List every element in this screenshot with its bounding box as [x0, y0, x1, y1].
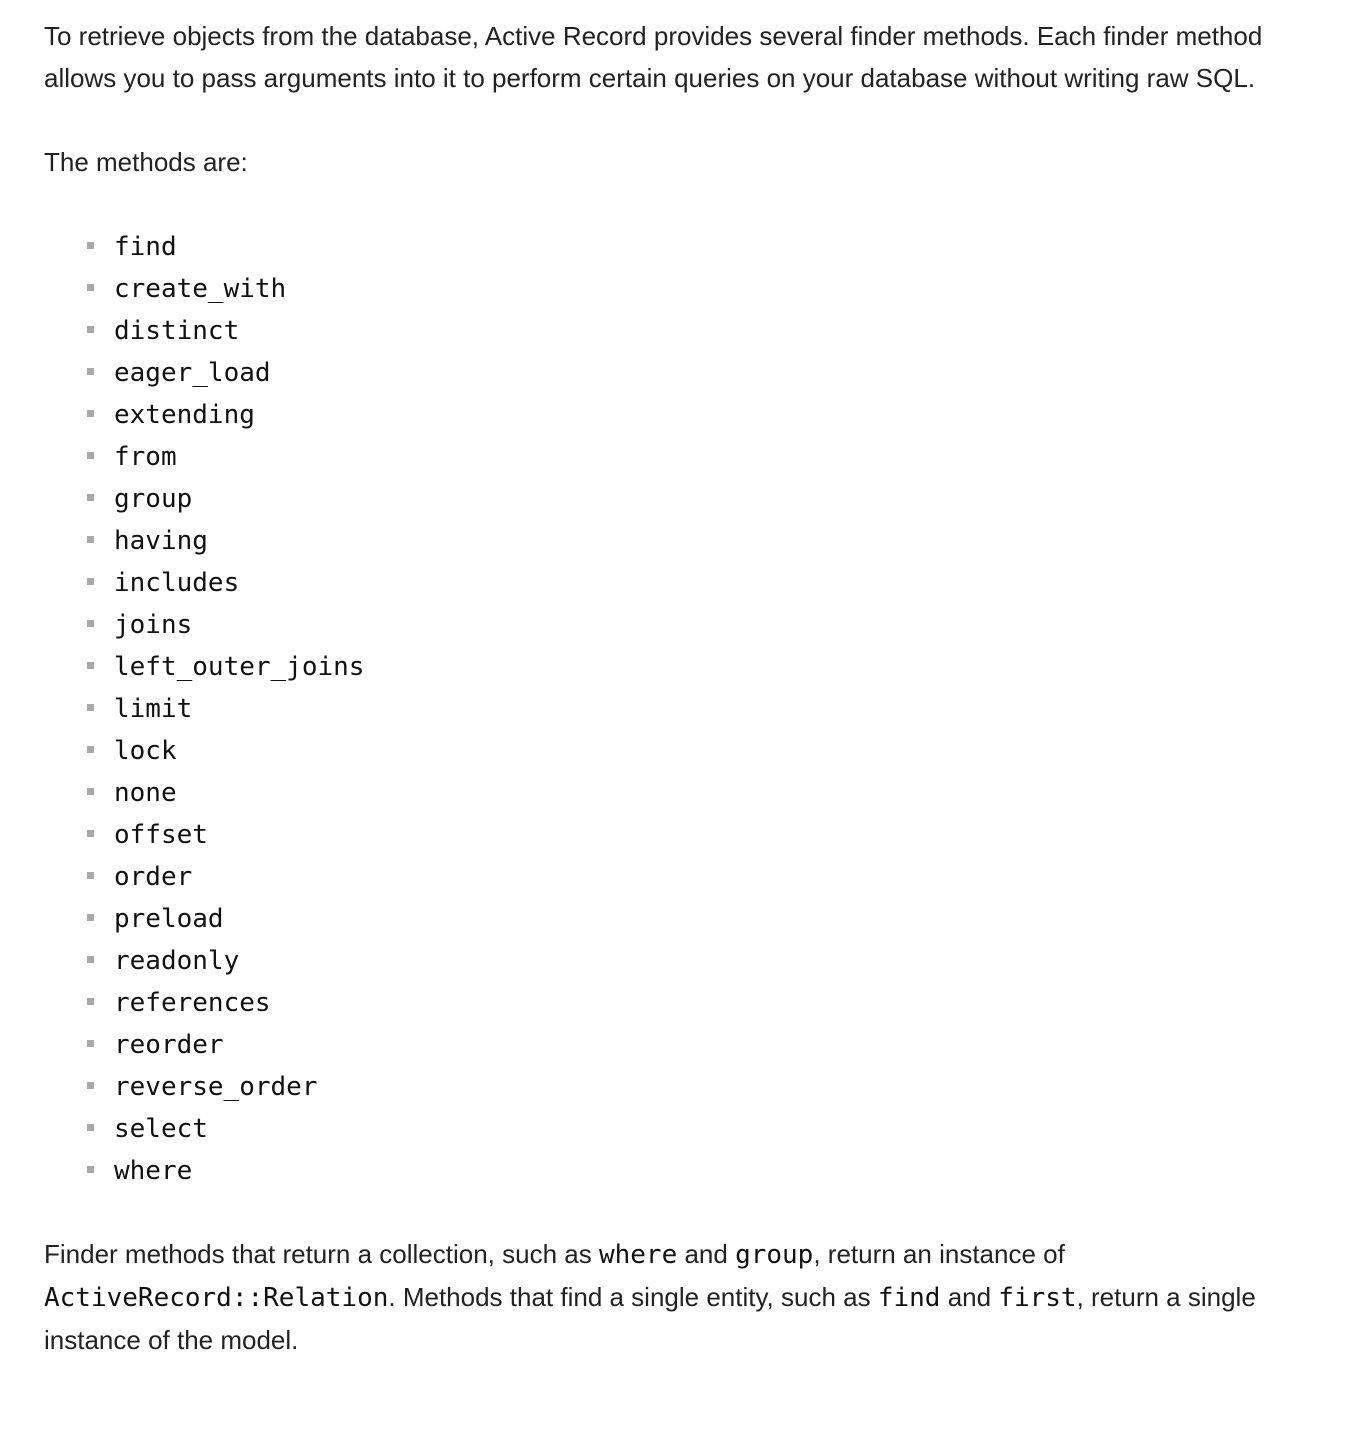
method-name: left_outer_joins: [114, 652, 365, 682]
square-bullet-icon: [87, 704, 94, 711]
method-name: offset: [114, 820, 208, 850]
square-bullet-icon: [87, 872, 94, 879]
square-bullet-icon: [87, 368, 94, 375]
square-bullet-icon: [87, 620, 94, 627]
method-name: reverse_order: [114, 1072, 318, 1102]
list-item: [114, 309, 1314, 351]
method-name: references: [114, 988, 271, 1018]
method-name: preload: [114, 904, 224, 934]
list-item: [114, 519, 1314, 561]
method-name: limit: [114, 694, 193, 724]
method-name: joins: [114, 610, 193, 640]
square-bullet-icon: [87, 662, 94, 669]
list-item: [114, 771, 1314, 813]
square-bullet-icon: [87, 1166, 94, 1173]
method-name: group: [114, 484, 193, 514]
method-name: order: [114, 862, 193, 892]
method-name: eager_load: [114, 358, 271, 388]
list-item: [114, 1023, 1314, 1065]
intro-paragraph: To retrieve objects from the database, Active Record provides several finder methods. Each finder method allows you to pass arguments into it to perform certain queries on your database without writing raw SQL.: [44, 21, 1263, 93]
outro-text: and: [677, 1239, 736, 1269]
method-name: having: [114, 526, 208, 556]
method-name: distinct: [114, 316, 240, 346]
list-item: [114, 351, 1314, 393]
square-bullet-icon: [87, 410, 94, 417]
list-item: [114, 477, 1314, 519]
outro-paragraph: [44, 1233, 1314, 1361]
method-name: where: [114, 1156, 193, 1186]
method-name: from: [114, 442, 177, 472]
method-name: select: [114, 1114, 208, 1144]
list-item: [114, 729, 1314, 771]
list-item: [114, 435, 1314, 477]
inline-code: group: [735, 1240, 814, 1270]
list-item: [114, 561, 1314, 603]
inline-code: find: [877, 1283, 941, 1313]
inline-code: first: [998, 1283, 1077, 1313]
square-bullet-icon: [87, 998, 94, 1005]
square-bullet-icon: [87, 1040, 94, 1047]
list-item: [114, 603, 1314, 645]
square-bullet-icon: [87, 788, 94, 795]
square-bullet-icon: [87, 830, 94, 837]
square-bullet-icon: [87, 914, 94, 921]
square-bullet-icon: [87, 1124, 94, 1131]
square-bullet-icon: [87, 578, 94, 585]
list-item: [114, 1149, 1314, 1191]
list-item: [114, 393, 1314, 435]
method-name: readonly: [114, 946, 240, 976]
list-item: [114, 813, 1314, 855]
list-item: [114, 939, 1314, 981]
list-item: [114, 645, 1314, 687]
outro-text: Finder methods that return a collection, such as: [44, 1239, 599, 1269]
list-item: [114, 1107, 1314, 1149]
list-item: [114, 1065, 1314, 1107]
outro-text: . Methods that find a single entity, such as: [388, 1282, 878, 1312]
document-body: [44, 15, 1314, 1361]
list-item: [114, 855, 1314, 897]
outro-text: and: [940, 1282, 999, 1312]
methods-lead-paragraph: The methods are:: [44, 147, 248, 177]
outro-text: , return a single instance of the model.: [44, 1282, 1256, 1355]
method-name: find: [114, 232, 177, 262]
square-bullet-icon: [87, 494, 94, 501]
method-name: create_with: [114, 274, 287, 304]
list-item: [114, 687, 1314, 729]
list-item: [114, 225, 1314, 267]
methods-list: [44, 225, 1314, 1191]
square-bullet-icon: [87, 956, 94, 963]
inline-code: where: [598, 1240, 678, 1270]
square-bullet-icon: [87, 1082, 94, 1089]
square-bullet-icon: [87, 746, 94, 753]
method-name: reorder: [114, 1030, 224, 1060]
square-bullet-icon: [87, 284, 94, 291]
square-bullet-icon: [87, 452, 94, 459]
outro-text: , return an instance of: [813, 1239, 1065, 1269]
method-name: lock: [114, 736, 177, 766]
square-bullet-icon: [87, 242, 94, 249]
list-item: [114, 981, 1314, 1023]
method-name: extending: [114, 400, 255, 430]
inline-code: ActiveRecord::Relation: [44, 1283, 389, 1313]
square-bullet-icon: [87, 536, 94, 543]
method-name: includes: [114, 568, 240, 598]
method-name: none: [114, 778, 177, 808]
list-item: [114, 267, 1314, 309]
square-bullet-icon: [87, 326, 94, 333]
list-item: [114, 897, 1314, 939]
